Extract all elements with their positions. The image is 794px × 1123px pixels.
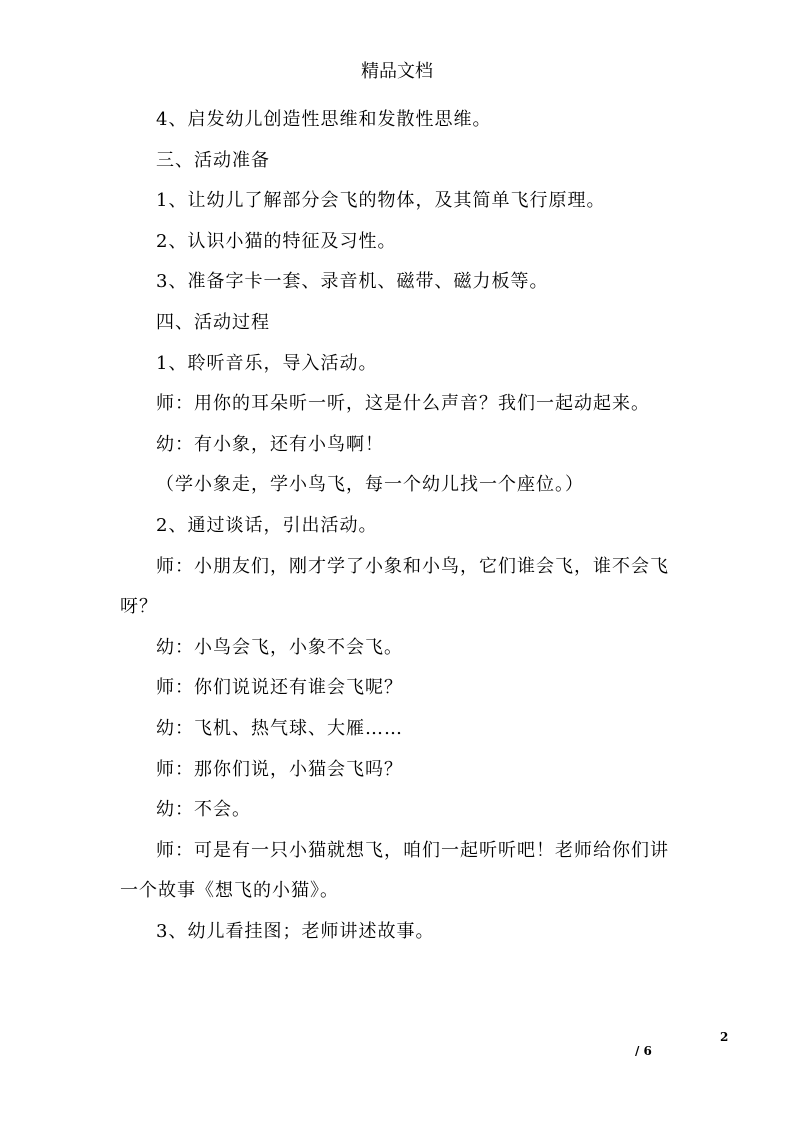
paragraph: 师：可是有一只小猫就想飞，咱们一起听听吧！老师给你们讲一个故事《想飞的小猫》。 <box>120 839 669 902</box>
paragraph: 2、认识小猫的特征及习性。 <box>156 230 397 252</box>
paragraph: 师：那你们说，小猫会飞吗？ <box>156 758 403 780</box>
paragraph: 4、启发幼儿创造性思维和发散性思维。 <box>156 109 492 130</box>
page-header-title: 精品文档 <box>361 61 433 82</box>
paragraph: 师：你们说说还有谁会飞呢？ <box>156 677 403 699</box>
paragraph: 幼：飞机、热气球、大雁…… <box>156 717 403 739</box>
paragraph: 幼：有小象，还有小鸟啊！ <box>156 433 384 455</box>
document-body <box>120 100 680 952</box>
paragraph: 1、让幼儿了解部分会飞的物体，及其简单飞行原理。 <box>156 190 606 212</box>
page-total: / 6 <box>635 1044 652 1058</box>
paragraph: 幼：小鸟会飞，小象不会飞。 <box>156 636 403 658</box>
page-number: 2 <box>720 1030 729 1044</box>
section-heading: 四、活动过程 <box>156 311 270 333</box>
paragraph: 2、通过谈话，引出活动。 <box>156 514 378 536</box>
section-heading: 三、活动准备 <box>156 149 270 171</box>
paragraph: 3、幼儿看挂图；老师讲述故事。 <box>156 920 435 942</box>
paragraph: 师：用你的耳朵听一听，这是什么声音？我们一起动起来。 <box>156 393 650 415</box>
paragraph: 3、准备字卡一套、录音机、磁带、磁力板等。 <box>156 271 549 293</box>
paragraph: 1、聆听音乐，导入活动。 <box>156 352 378 374</box>
paragraph: （学小象走，学小鸟飞，每一个幼儿找一个座位。） <box>156 474 584 496</box>
paragraph: 师：小朋友们，刚才学了小象和小鸟，它们谁会飞，谁不会飞呀？ <box>120 555 669 618</box>
paragraph: 幼：不会。 <box>156 799 251 821</box>
